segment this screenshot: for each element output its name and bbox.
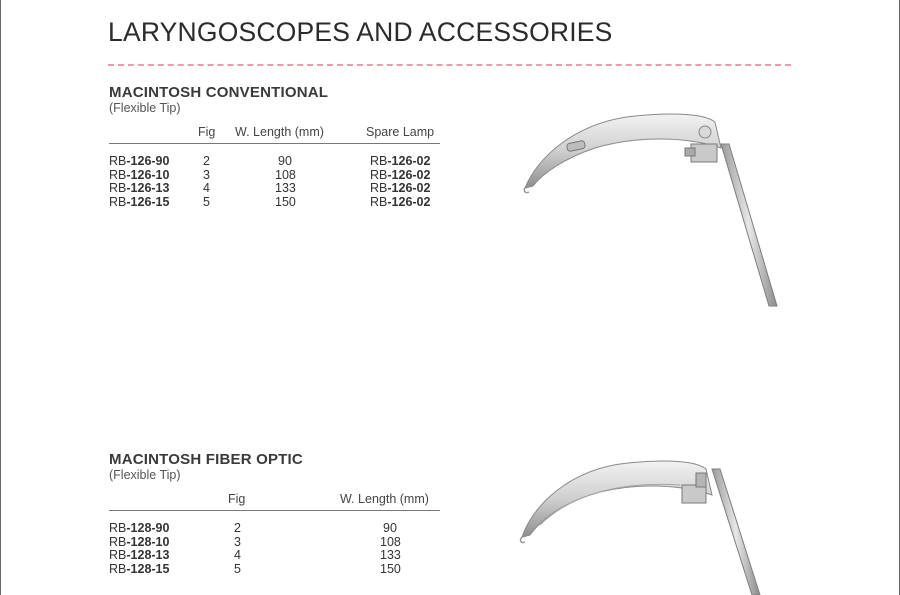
fig-value: 5 (234, 561, 241, 576)
spare-lamp-code: RB-126-02 (370, 181, 431, 195)
length-value: 90 (278, 154, 292, 168)
page-border-left (0, 0, 1, 595)
fig-value: 2 (234, 521, 241, 535)
fig-value: 2 (203, 154, 210, 168)
spare-lamp-code: RB-126-02 (370, 194, 431, 209)
length-value: 150 (275, 194, 296, 209)
product-code: RB-128-13 (109, 548, 170, 562)
length-value: 90 (383, 521, 397, 535)
product-code: RB-126-10 (109, 167, 170, 182)
length-value: 108 (380, 534, 401, 549)
product-code: RB-126-13 (109, 181, 170, 195)
length-value: 108 (275, 167, 296, 182)
laryngoscope-blade-image (510, 455, 790, 595)
spare-lamp-code: RB-126-02 (370, 154, 431, 168)
header-rule (109, 510, 440, 511)
fig-value: 4 (234, 548, 241, 562)
section-subtitle: (Flexible Tip) (109, 468, 181, 482)
length-value: 133 (380, 548, 401, 562)
fig-value: 4 (203, 181, 210, 195)
column-header-length: W. Length (mm) (235, 125, 324, 139)
laryngoscope-blade-image (515, 108, 795, 318)
spare-lamp-code: RB-126-02 (370, 167, 431, 182)
fig-value: 3 (203, 167, 210, 182)
column-header-fig: Fig (228, 492, 246, 506)
product-code: RB-128-15 (109, 561, 170, 576)
product-code: RB-126-15 (109, 194, 170, 209)
fig-value: 3 (234, 534, 241, 549)
header-rule (109, 143, 440, 144)
column-header-spare-lamp: Spare Lamp (366, 125, 435, 139)
page-title: LARYNGOSCOPES AND ACCESSORIES (108, 17, 613, 47)
section-title: MACINTOSH CONVENTIONAL (109, 84, 329, 101)
product-code: RB-126-90 (109, 154, 170, 168)
section-title: MACINTOSH FIBER OPTIC (109, 451, 303, 468)
product-code: RB-128-10 (109, 534, 170, 549)
column-header-fig: Fig (198, 125, 216, 139)
length-value: 133 (275, 181, 296, 195)
section-subtitle: (Flexible Tip) (109, 101, 181, 115)
fig-value: 5 (203, 194, 210, 209)
product-code: RB-128-90 (109, 521, 170, 535)
column-header-length: W. Length (mm) (340, 492, 429, 506)
length-value: 150 (380, 561, 401, 576)
title-divider (108, 64, 791, 66)
